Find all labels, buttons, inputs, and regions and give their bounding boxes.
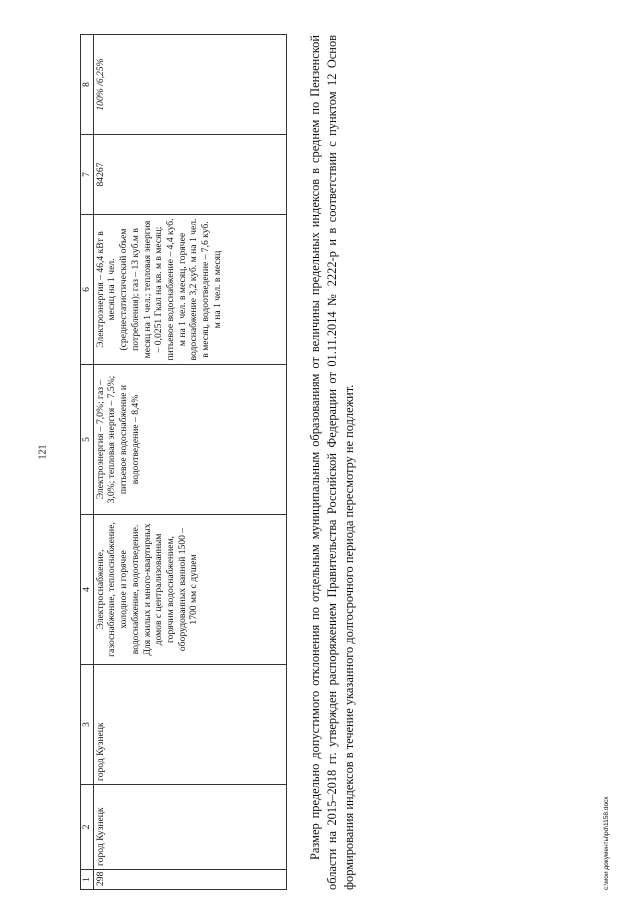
- column-header: 4: [81, 515, 94, 665]
- file-path-footer: c:\мои документы\pd\1158.docx: [603, 796, 610, 890]
- indices-table: [80, 34, 287, 890]
- column-header: 2: [81, 785, 94, 870]
- table-header-row: [81, 35, 94, 890]
- row-number-cell: 298: [93, 870, 286, 890]
- note-paragraph: Размер предельно допустимого отклонения по отдельным муниципальным образованиям от величины предельных индексов в среднем по Пензенской области на 2015–2018 гг. утвержден распоряжением Правительства Российской Федерации от 01.11.2014 № 2222-р и в соответствии с пунктом 12 Основ формирования индексов в течение указанного долгосрочного периода пересмотру не подлежит.: [308, 35, 356, 890]
- column-header: 5: [81, 365, 94, 515]
- municipality-cell: город Кузнецк: [93, 785, 286, 870]
- page-number: 121: [37, 444, 49, 460]
- share-cell: 100% /6,25%: [93, 35, 286, 135]
- population-cell: 84267: [93, 135, 286, 215]
- services-cell: Электроснабжение, газоснабжение, теплоснабжение, холодное и горячее водоснабжение, водоотведение. Для жилых и много-квартирных домов с централизованным горячим водоснабжением, оборудованных ванной 1500 – 1700 мм с душем: [93, 515, 286, 665]
- column-header: 8: [81, 35, 94, 135]
- settlement-cell: город Кузнецк: [93, 665, 286, 785]
- consumption-cell: Электроэнергия – 46,4 кВт в месяц на 1 чел. (среднестатистический объем потребления); газ – 13 куб.м в месяц на 1 чел.; тепловая энергия – 0,0251 Гкал на кв. м в месяц; питьевое водоснабжение – 4,4 куб. м на 1 чел. в месяц, горячее водоснабжение 3,2 куб. м на 1 чел. в месяц, водоотведение – 7,6 куб. м на 1 чел. в месяц: [93, 215, 286, 365]
- column-header: 1: [81, 870, 94, 890]
- column-header: 3: [81, 665, 94, 785]
- table-row: [93, 35, 286, 890]
- indices-cell: Электроэнергия – 7,0%; газ – 3,0%; тепловая энергия – 7,5%; питьевое водоснабжение и водоотведение – 8,4%: [93, 365, 286, 515]
- column-header: 7: [81, 135, 94, 215]
- column-header: 6: [81, 215, 94, 365]
